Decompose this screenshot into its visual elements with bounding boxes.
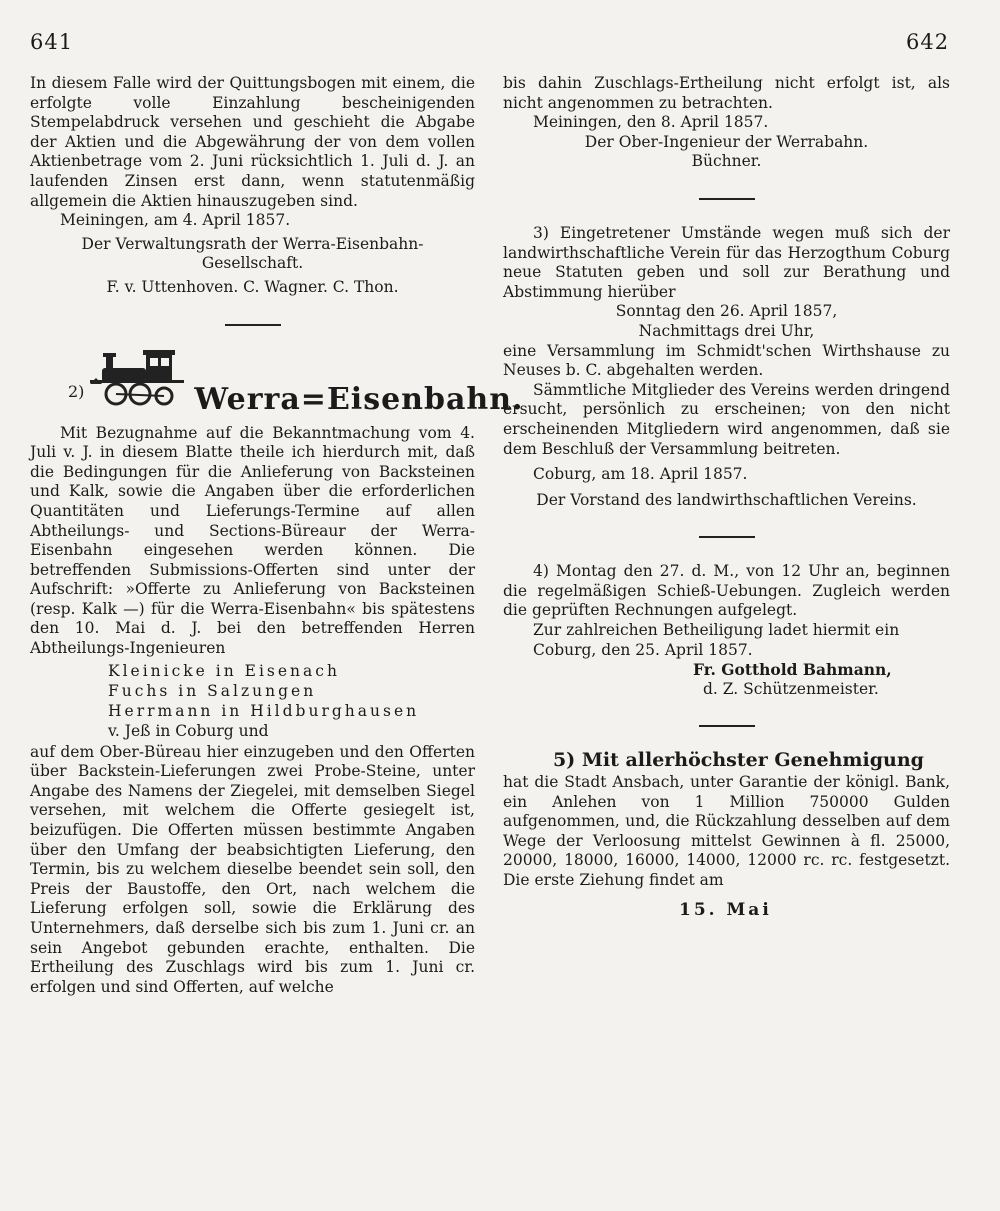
signature-line: Gesellschaft. [201,254,304,273]
event-time: Nachmittags drei Uhr, [638,321,815,340]
date-line: Coburg, am 18. April 1857. [533,465,748,484]
separator-rule [699,725,755,727]
paragraph: Mit Bezugnahme auf die Bekanntmachung vom 4. Juli v. J. in diesem Blatte theile ich hierdurch mit, daß die Bedingungen für die Anlieferung von Backsteinen und Kalk, sowie die Angaben über die erforderlichen Quantitäten und Lieferungs-Termine auf allen Abtheilungs- und Sections-Büreaur der Werra-Eisenbahn eingesehen werden können. Die betreffenden Submissions-Offerten sind unter der Aufschrift: »Offerte zu Anlieferung von Backsteinen (resp. Kalk —) für die Werra-Eisenbahn« bis spätestens den 10. Mai d. J. bei den betreffenden Herren Abtheilungs-Ingenieuren [30,423,475,658]
paragraph: auf dem Ober-Büreau hier einzugeben und den Offerten über Backstein-Lieferungen zwei Probe-Steine, unter Angabe des Namens der Ziegelei, mit demselben Siegel versehen, mit welchem die Offerte gesiegelt ist, beizufügen. Die Offerten müssen bestimmte Angaben über den Umfang der beabsichtigten Lieferung, den Termin, bis zu welchem dieselbe beendet sein soll, den Preis der Baustoffe, den Ort, nach welchem die Lieferung erfolgen soll, sowie die Erklärung des Unternehmers, daß derselbe sich bis zum 1. Juni cr. an sein Angebot gebunden erachte, enthalten. Die Ertheilung des Zuschlags wird bis zum 1. Juni cr. erfolgen und sind Offerten, auf welche [30,742,475,996]
paragraph: 4) Montag den 27. d. M., von 12 Uhr an, beginnen die regelmäßigen Schieß-Uebungen. Zugleich werden die geprüften Rechnungen aufgelegt. [503,562,950,620]
signature-names: F. v. Uttenhoven. C. Wagner. C. Thon. [106,277,399,296]
paragraph: eine Versammlung im Schmidt'schen Wirthshause zu Neuses b. C. abgehalten werden. [503,341,950,380]
separator-rule [225,324,281,326]
signature-line: Der Vorstand des landwirthschaftlichen Vereins. [536,490,917,509]
signature-line: Der Ober-Ingenieur der Werrabahn. [584,132,869,151]
date-line: Coburg, den 25. April 1857. [533,640,753,659]
paragraph: 3) Eingetretener Umstände wegen muß sich der landwirthschaftliche Verein für das Herzogthum Coburg neue Statuten geben und soll zur Berathung und Abstimmung hierüber [503,223,950,301]
separator-rule [699,536,755,538]
right-column [503,74,950,920]
engineer-list [108,661,475,741]
section-heading [30,350,524,417]
draw-date: 15. Mai [679,899,772,920]
signature-line: Der Verwaltungsrath der Werra-Eisenbahn- [81,234,424,253]
date-line: Meiningen, den 8. April 1857. [533,113,769,132]
separator-rule [699,198,755,200]
page-number-left: 641 [30,30,74,54]
locomotive-icon [88,348,186,416]
list-item: Fuchs in Salzungen [108,681,317,700]
section-heading: 5) Mit allerhöchster Genehmigung [553,749,924,772]
paragraph: In diesem Falle wird der Quittungsbogen mit einem, die erfolgte volle Einzahlung bescheinigenden Stempelabdruck versehen und geschieht die Abgabe der Aktien und die Abgewährung der von dem vollen Aktienbetrage vom 2. Juni rücksichtlich 1. Juli d. J. an laufenden Zinsen erst dann, wenn statutenmäßig allgemein die Aktien hinauszugeben sind. [30,74,475,210]
date-line: Meiningen, am 4. April 1857. [60,211,291,230]
section-title: Werra=Eisenbahn. [194,381,524,417]
signature-title: d. Z. Schützenmeister. [703,679,879,698]
page-number-right: 642 [906,30,950,54]
paragraph: Zur zahlreichen Betheiligung ladet hiermit ein [533,621,900,640]
event-date: Sonntag den 26. April 1857, [615,302,838,321]
section-number: 2) [68,381,85,401]
paragraph: Sämmtliche Mitglieder des Vereins werden dringend ersucht, persönlich zu erscheinen; von den nicht erscheinenden Mitgliedern wird angenommen, daß sie dem Beschluß der Versammlung beitreten. [503,380,950,458]
signature-name: Büchner. [691,152,762,171]
signature-name: Fr. Gotthold Bahmann, [693,660,892,680]
list-item: v. Jeß in Coburg und [108,721,269,740]
paragraph: hat die Stadt Ansbach, unter Garantie der königl. Bank, ein Anlehen von 1 Million 750000 Gulden aufgenommen, und, die Rückzahlung desselben auf dem Wege der Verloosung mittelst Gewinnen à fl. 25000, 20000, 18000, 16000, 14000, 12000 rc. rc. festgesetzt. Die erste Ziehung findet am [503,773,950,889]
left-column [30,74,524,997]
paragraph: bis dahin Zuschlags-Ertheilung nicht erfolgt ist, als nicht angenommen zu betrachten. [503,74,950,112]
list-item: Kleinicke in Eisenach [108,661,340,680]
list-item: Herrmann in Hildburghausen [108,701,420,720]
